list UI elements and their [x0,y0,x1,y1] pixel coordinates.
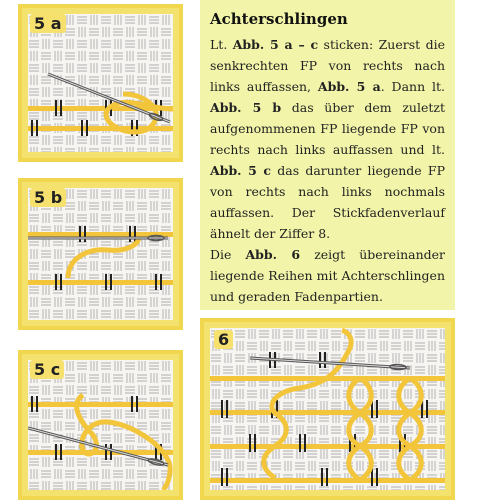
section-heading: Achterschlingen [210,10,348,28]
figure-6 [200,318,455,500]
figure-reference: Abb. 5 a [317,79,381,94]
fabric-grid [210,328,445,490]
figure-label: 5 b [30,188,66,207]
text-run: Lt. [210,37,233,52]
figure-reference: Abb. 5 a – c [232,37,319,52]
figure-5c-drawing [28,360,173,490]
figure-6-drawing [210,328,445,490]
figure-label: 5 a [30,14,66,33]
text-run: zeigt übereinander liegende Reihen mit Achterschlingen und geraden Fadenpartien. [210,247,445,304]
figure-5b [18,178,183,330]
figure-reference: Abb. 5 b [210,100,282,115]
fabric-grid [28,188,173,320]
instruction-paragraph [210,34,445,244]
text-run: das über dem zuletzt aufgenommenen FP liegende FP von rechts nach links auffassen und lt. [210,100,445,157]
fabric-grid [28,360,173,490]
instruction-text-panel [200,0,455,310]
figure-label: 5 c [30,360,64,379]
fabric-grid [28,14,173,152]
figure-5b-drawing [28,188,173,320]
text-run: das darunter liegende FP von rechts nach links nochmals auffassen. Der Stickfadenverlauf ähnelt der Ziffer 8. [210,163,446,241]
figure-5c [18,350,183,500]
text-run: sticken: Zuerst die senkrechten FP von rechts nach links auffassen, [210,37,445,94]
text-run: Die [210,247,246,262]
text-run: . Dann lt. [380,79,445,94]
figure-label: 6 [214,330,233,349]
figure-5a [18,4,183,162]
instruction-paragraph [210,244,445,307]
figure-reference: Abb. 5 c [210,163,272,178]
figure-reference: Abb. 6 [245,247,301,262]
figure-5a-drawing [28,14,173,152]
